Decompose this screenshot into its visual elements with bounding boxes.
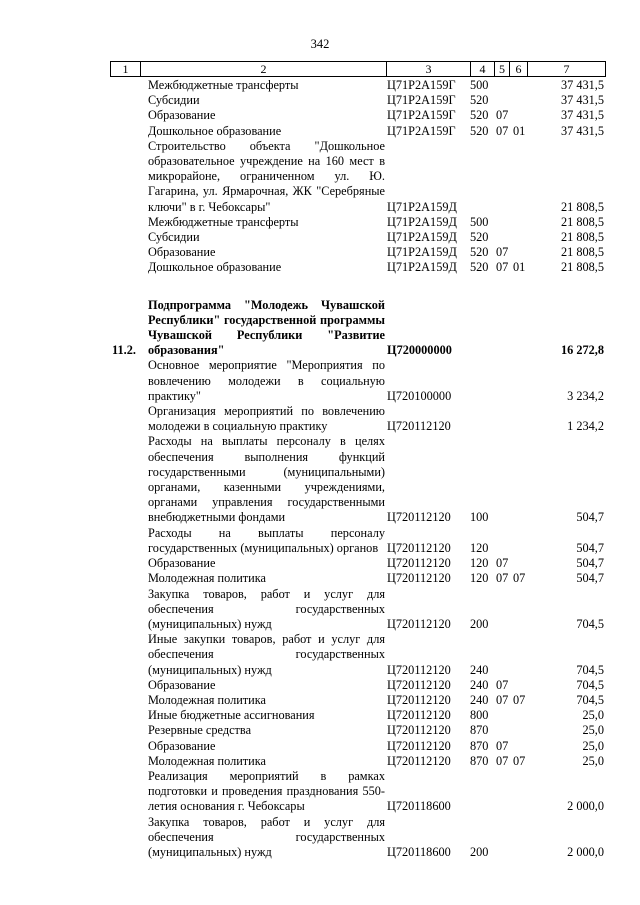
row-name: Молодежная политика — [148, 753, 267, 768]
table-row — [0, 526, 640, 556]
table-row — [0, 404, 640, 434]
expense-type-code: 240 — [470, 692, 489, 707]
section-code: 07 — [496, 677, 509, 692]
table-row — [0, 358, 640, 404]
row-amount: 21 808,5 — [560, 230, 604, 245]
row-name: Расходы на выплаты персоналу в целях обеспечения выполнения функций государственными (муниципальными) органами, казенными учреждениями, органами управления государственными внебюджетными фондами — [148, 434, 385, 525]
section-code: 07 — [496, 556, 509, 571]
row-name: Иные закупки товаров, работ и услуг для обеспечения государственных (муниципальных) нужд — [148, 632, 385, 677]
subsection-code: 07 — [513, 753, 526, 768]
row-amount: 21 808,5 — [560, 245, 604, 260]
target-article-code: Ц720112120 — [387, 723, 451, 738]
target-article-code: Ц720118600 — [387, 844, 451, 859]
row-amount: 504,7 — [576, 571, 604, 586]
expense-type-code: 520 — [470, 230, 489, 245]
column-header-row — [110, 61, 606, 77]
expense-type-code: 200 — [470, 616, 489, 631]
table-row — [0, 245, 640, 260]
row-amount: 704,5 — [576, 616, 604, 631]
target-article-code: Ц720112120 — [387, 692, 451, 707]
table-row — [0, 260, 640, 275]
row-name: Субсидии — [148, 230, 200, 245]
row-amount: 25,0 — [582, 723, 604, 738]
row-name: Межбюджетные трансферты — [148, 214, 299, 229]
target-article-code: Ц720112120 — [387, 540, 451, 555]
table-row — [0, 556, 640, 571]
row-amount: 1 234,2 — [567, 419, 604, 434]
section-code: 07 — [496, 571, 509, 586]
target-article-code: Ц720112120 — [387, 662, 451, 677]
table-row — [0, 739, 640, 754]
col-header-2: 2 — [141, 62, 387, 77]
expense-type-code: 870 — [470, 753, 489, 768]
row-amount: 2 000,0 — [567, 799, 604, 814]
expense-type-code: 520 — [470, 260, 489, 275]
table-row — [0, 139, 640, 215]
expense-type-code: 870 — [470, 738, 489, 753]
section-code: 07 — [496, 260, 509, 275]
row-amount: 16 272,8 — [560, 343, 604, 358]
target-article-code: Ц720112120 — [387, 708, 451, 723]
table-row — [0, 632, 640, 678]
expense-type-code: 800 — [470, 708, 489, 723]
target-article-code: Ц71Р2А159Д — [387, 214, 457, 229]
table-row — [0, 708, 640, 723]
col-header-5: 5 — [495, 62, 510, 77]
row-name: Дошкольное образование — [148, 260, 282, 275]
row-name: Образование — [148, 245, 216, 260]
target-article-code: Ц71Р2А159Г — [387, 108, 456, 123]
table-row — [0, 815, 640, 861]
target-article-code: Ц720112120 — [387, 677, 451, 692]
table-row — [0, 124, 640, 139]
table-row — [0, 678, 640, 693]
expense-type-code: 120 — [470, 556, 489, 571]
row-amount: 25,0 — [582, 708, 604, 723]
target-article-code: Ц71Р2А159Г — [387, 93, 456, 108]
budget-table-body — [0, 78, 640, 860]
table-row — [0, 298, 640, 359]
target-article-code: Ц720112120 — [387, 556, 451, 571]
row-number: 11.2. — [112, 343, 136, 358]
row-name: Дошкольное образование — [148, 123, 282, 138]
table-row — [0, 78, 640, 93]
table-row — [0, 230, 640, 245]
target-article-code: Ц71Р2А159Д — [387, 260, 457, 275]
target-article-code: Ц71Р2А159Д — [387, 199, 457, 214]
row-amount: 21 808,5 — [560, 199, 604, 214]
row-name: Расходы на выплаты персоналу государственных (муниципальных) органов — [148, 525, 385, 555]
row-amount: 25,0 — [582, 753, 604, 768]
row-name: Молодежная политика — [148, 571, 267, 586]
expense-type-code: 520 — [470, 108, 489, 123]
target-article-code: Ц720112120 — [387, 571, 451, 586]
page-number: 342 — [310, 37, 330, 51]
row-amount: 504,7 — [576, 510, 604, 525]
table-row — [0, 587, 640, 633]
row-name: Подпрограмма "Молодежь Чувашской Республики" государственной программы Чувашской Республики "Развитие образования" — [148, 297, 385, 358]
row-amount: 704,5 — [576, 677, 604, 692]
expense-type-code: 200 — [470, 844, 489, 859]
expense-type-code: 240 — [470, 662, 489, 677]
expense-type-code: 870 — [470, 723, 489, 738]
section-code: 07 — [496, 753, 509, 768]
target-article-code: Ц71Р2А159Г — [387, 123, 456, 138]
row-amount: 21 808,5 — [560, 214, 604, 229]
row-name: Субсидии — [148, 93, 200, 108]
row-amount: 504,7 — [576, 556, 604, 571]
section-code: 07 — [496, 692, 509, 707]
subsection-code: 07 — [513, 571, 526, 586]
col-header-6: 6 — [510, 62, 528, 77]
col-header-3: 3 — [387, 62, 471, 77]
table-row — [0, 434, 640, 525]
subsection-code: 01 — [513, 260, 526, 275]
expense-type-code: 520 — [470, 245, 489, 260]
row-amount: 2 000,0 — [567, 844, 604, 859]
subsection-code: 07 — [513, 692, 526, 707]
row-amount: 37 431,5 — [560, 93, 604, 108]
row-name: Строительство объекта "Дошкольное образовательное учреждение на 160 мест в микрорайоне, ограниченном ул. Ю. Гагарина, ул. Ярмарочная, ЖК "Серебряные ключи" в г. Чебоксары" — [148, 138, 385, 214]
row-amount: 37 431,5 — [560, 78, 604, 92]
target-article-code: Ц720000000 — [387, 343, 452, 358]
target-article-code: Ц720112120 — [387, 738, 451, 753]
expense-type-code: 520 — [470, 123, 489, 138]
row-amount: 37 431,5 — [560, 123, 604, 138]
row-amount: 21 808,5 — [560, 260, 604, 275]
section-code: 07 — [496, 123, 509, 138]
row-amount: 25,0 — [582, 738, 604, 753]
row-amount: 704,5 — [576, 662, 604, 677]
target-article-code: Ц71Р2А159Г — [387, 78, 456, 92]
table-row — [0, 571, 640, 586]
row-name: Основное мероприятие "Мероприятия по вовлечению молодежи в социальную практику" — [148, 358, 385, 403]
target-article-code: Ц720100000 — [387, 388, 452, 403]
target-article-code: Ц720112120 — [387, 510, 451, 525]
row-name: Молодежная политика — [148, 692, 267, 707]
expense-type-code: 100 — [470, 510, 489, 525]
table-row — [0, 769, 640, 815]
table-row — [0, 754, 640, 769]
row-name: Резервные средства — [148, 723, 252, 738]
row-amount: 704,5 — [576, 692, 604, 707]
expense-type-code: 120 — [470, 571, 489, 586]
expense-type-code: 500 — [470, 78, 489, 92]
target-article-code: Ц720112120 — [387, 419, 451, 434]
target-article-code: Ц720118600 — [387, 799, 451, 814]
target-article-code: Ц71Р2А159Д — [387, 245, 457, 260]
section-code: 07 — [496, 245, 509, 260]
target-article-code: Ц720112120 — [387, 753, 451, 768]
target-article-code: Ц71Р2А159Д — [387, 230, 457, 245]
row-name: Межбюджетные трансферты — [148, 78, 299, 92]
col-header-1: 1 — [111, 62, 141, 77]
table-row — [0, 93, 640, 108]
expense-type-code: 120 — [470, 540, 489, 555]
target-article-code: Ц720112120 — [387, 616, 451, 631]
row-name: Образование — [148, 556, 216, 571]
section-code: 07 — [496, 108, 509, 123]
row-name: Закупка товаров, работ и услуг для обеспечения государственных (муниципальных) нужд — [148, 586, 385, 631]
table-row — [0, 215, 640, 230]
col-header-4: 4 — [471, 62, 495, 77]
row-name: Иные бюджетные ассигнования — [148, 708, 315, 723]
row-amount: 37 431,5 — [560, 108, 604, 123]
row-amount: 504,7 — [576, 540, 604, 555]
table-row — [0, 108, 640, 123]
section-code: 07 — [496, 738, 509, 753]
row-name: Закупка товаров, работ и услуг для обеспечения государственных (муниципальных) нужд — [148, 814, 385, 859]
col-header-7: 7 — [528, 62, 606, 77]
row-name: Организация мероприятий по вовлечению молодежи в социальную практику — [148, 404, 385, 434]
row-name: Образование — [148, 738, 216, 753]
row-amount: 3 234,2 — [567, 388, 604, 403]
expense-type-code: 520 — [470, 93, 489, 108]
subsection-code: 01 — [513, 123, 526, 138]
row-name: Реализация мероприятий в рамках подготовки и проведения празднования 550-летия основания г. Чебоксары — [148, 768, 385, 814]
table-row — [0, 693, 640, 708]
table-row — [0, 723, 640, 738]
expense-type-code: 240 — [470, 677, 489, 692]
row-name: Образование — [148, 677, 216, 692]
row-name: Образование — [148, 108, 216, 123]
expense-type-code: 500 — [470, 214, 489, 229]
